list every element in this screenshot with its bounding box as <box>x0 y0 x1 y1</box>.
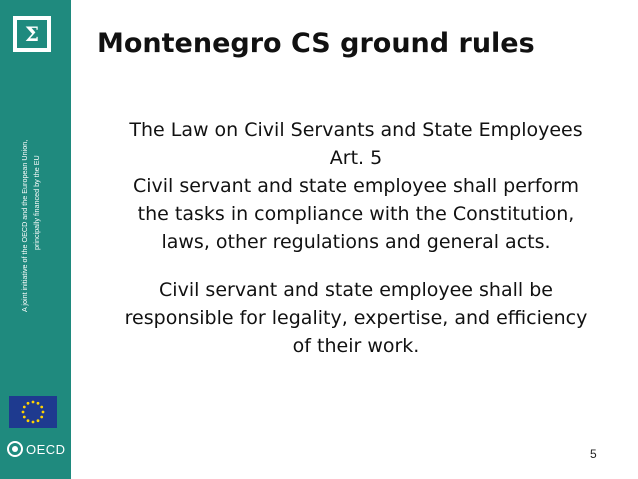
article-number: Art. 5 <box>329 147 383 169</box>
eu-flag-icon <box>9 396 57 428</box>
paragraph-1-line-3: laws, other regulations and general acts. <box>161 231 551 253</box>
sidebar <box>0 0 71 479</box>
oecd-logo <box>7 438 67 460</box>
paragraph-1-line-2: the tasks in compliance with the Constitution, <box>137 203 575 225</box>
paragraph-2-line-2: responsible for legality, expertise, and efficiency <box>124 307 588 329</box>
initiative-line-2: principally financed by the EU <box>32 155 41 250</box>
law-name: The Law on Civil Servants and State Employees <box>129 119 583 141</box>
paragraph-2-line-3: of their work. <box>292 335 420 357</box>
sigma-logo-symbol: Σ <box>17 20 47 48</box>
initiative-line-1: A joint initiative of the OECD and the European Union, <box>20 139 29 312</box>
paragraph-1-line-1: Civil servant and state employee shall perform <box>132 175 580 197</box>
oecd-label: OECD <box>26 441 66 457</box>
oecd-mark-icon <box>7 441 23 457</box>
slide-body <box>86 116 626 360</box>
slide-title: Montenegro CS ground rules <box>97 28 535 59</box>
paragraph-2-line-1: Civil servant and state employee shall be <box>159 279 553 301</box>
paragraph-gap <box>86 256 626 276</box>
sigma-logo-icon <box>13 16 51 52</box>
page-number: 5 <box>590 447 597 461</box>
initiative-text <box>6 100 68 312</box>
